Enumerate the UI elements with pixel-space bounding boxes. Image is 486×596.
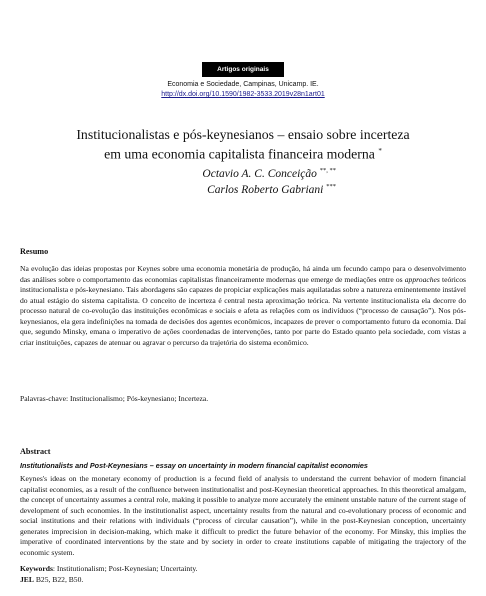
jel-codes [20,575,466,586]
keywords-label: Keywords [20,564,53,573]
abstract-title: Institutionalists and Post-Keynesians – essay on uncertainty in modern financial capitalist economies [20,461,368,470]
abstract-text: Keynes's ideas on the monetary economy of production is a fecund field of analysis to understand the current behavior of modern financial capitalist economies, as a result of the confluence between institutionalist and post-Keynesian theoretical approaches. In this theoretical amalgam, the concept of uncertainty assumes a central role, making it possible to analyze more accurately the eminent unstable nature of the current stage of development of such economies. In the institutionalist aspect, uncertainty results from the natural and co-evolutionary process of economic and social institutions and their relations with individuals (“process of circular causation”), while in the post-Keynesian conception, uncertainty generates imprecision in decision-making, which make it difficult to predict the future behavior of the economy. For Minsky, this implies the imperative of coordinated interventions by the state and by society in order to create institutions capable of mitigating the trajectory of the economic system. [20,474,466,557]
doi-line [0,90,486,99]
palavras-chave-label: Palavras-chave [20,394,66,403]
resumo-text-2: teóricos institucionalista e pós-keynesiano. Tais abordagens são capazes de propiciar explicações mais aquilatadas sobre a natureza eminentemente instável do atual estágio do sistema capitalista. O conceito de incerteza é central nesta aproximação teórica. Na vertente institucionalista ela decorre do processo natural de co-evolução das instituições econômicas e sociais e afeta as relações com os indivíduos (“processo de causação”). Nos pós-keynesianos, ela gera indefinições na tomada de decisões dos agentes econômicos, incapazes de prever o comportamento futuro da economia. Daí que, segundo Minsky, emana o imperativo de ações coordenadas de intervenções, tanto por parte do Estado quanto pela sociedade, com vistas a criar instituições, capazes de atenuar ou agravar o percurso da trajetória do sistema econômico. [20,274,467,347]
journal-citation: Economia e Sociedade, Campinas, Unicamp. IE. [167,81,319,88]
title-footnote-mark: * [378,147,382,155]
abstract-heading: Abstract [20,447,51,456]
resumo-keywords [20,394,466,405]
keywords: : Institutionalism; Post-Keynesian; Uncertainty. [52,564,198,573]
title-line-2-wrap [20,143,466,163]
doi-link[interactable]: http://dx.doi.org/10.1590/1982-3533.2019v28n1art01 [161,91,325,98]
jel-label: JEL [20,575,34,584]
author-1 [202,167,336,180]
section-badge: Artigos originais [202,62,284,77]
title-line-1: Institucionalistas e pós-keynesianos – ensaio sobre incerteza [76,127,410,142]
resumo-text [20,264,466,348]
author-2 [207,183,336,196]
author-1-name: Octavio A. C. Conceição [202,167,317,180]
article-title [20,126,466,163]
resumo-text-1: Na evolução das ideias propostas por Keynes sobre uma economia monetária de produção, há ainda um fecundo campo para o desenvolvimento das análises sobre o comportamento das economias capitalistas financeiramente modernas que emerge de mediações entre os [20,264,466,284]
title-line-2: em uma economia capitalista financeira moderna [104,146,375,162]
abstract-keywords [20,564,466,575]
jel-values: B25, B22, B50. [33,575,84,584]
author-2-name: Carlos Roberto Gabriani [207,183,324,196]
author-2-mark: *** [326,183,336,190]
resumo-heading: Resumo [20,247,49,256]
palavras-chave: : Institucionalismo; Pós-keynesiano; Incerteza. [65,394,209,403]
author-1-mark: **, ** [319,167,336,174]
resumo-text-italic: approaches [404,274,440,284]
